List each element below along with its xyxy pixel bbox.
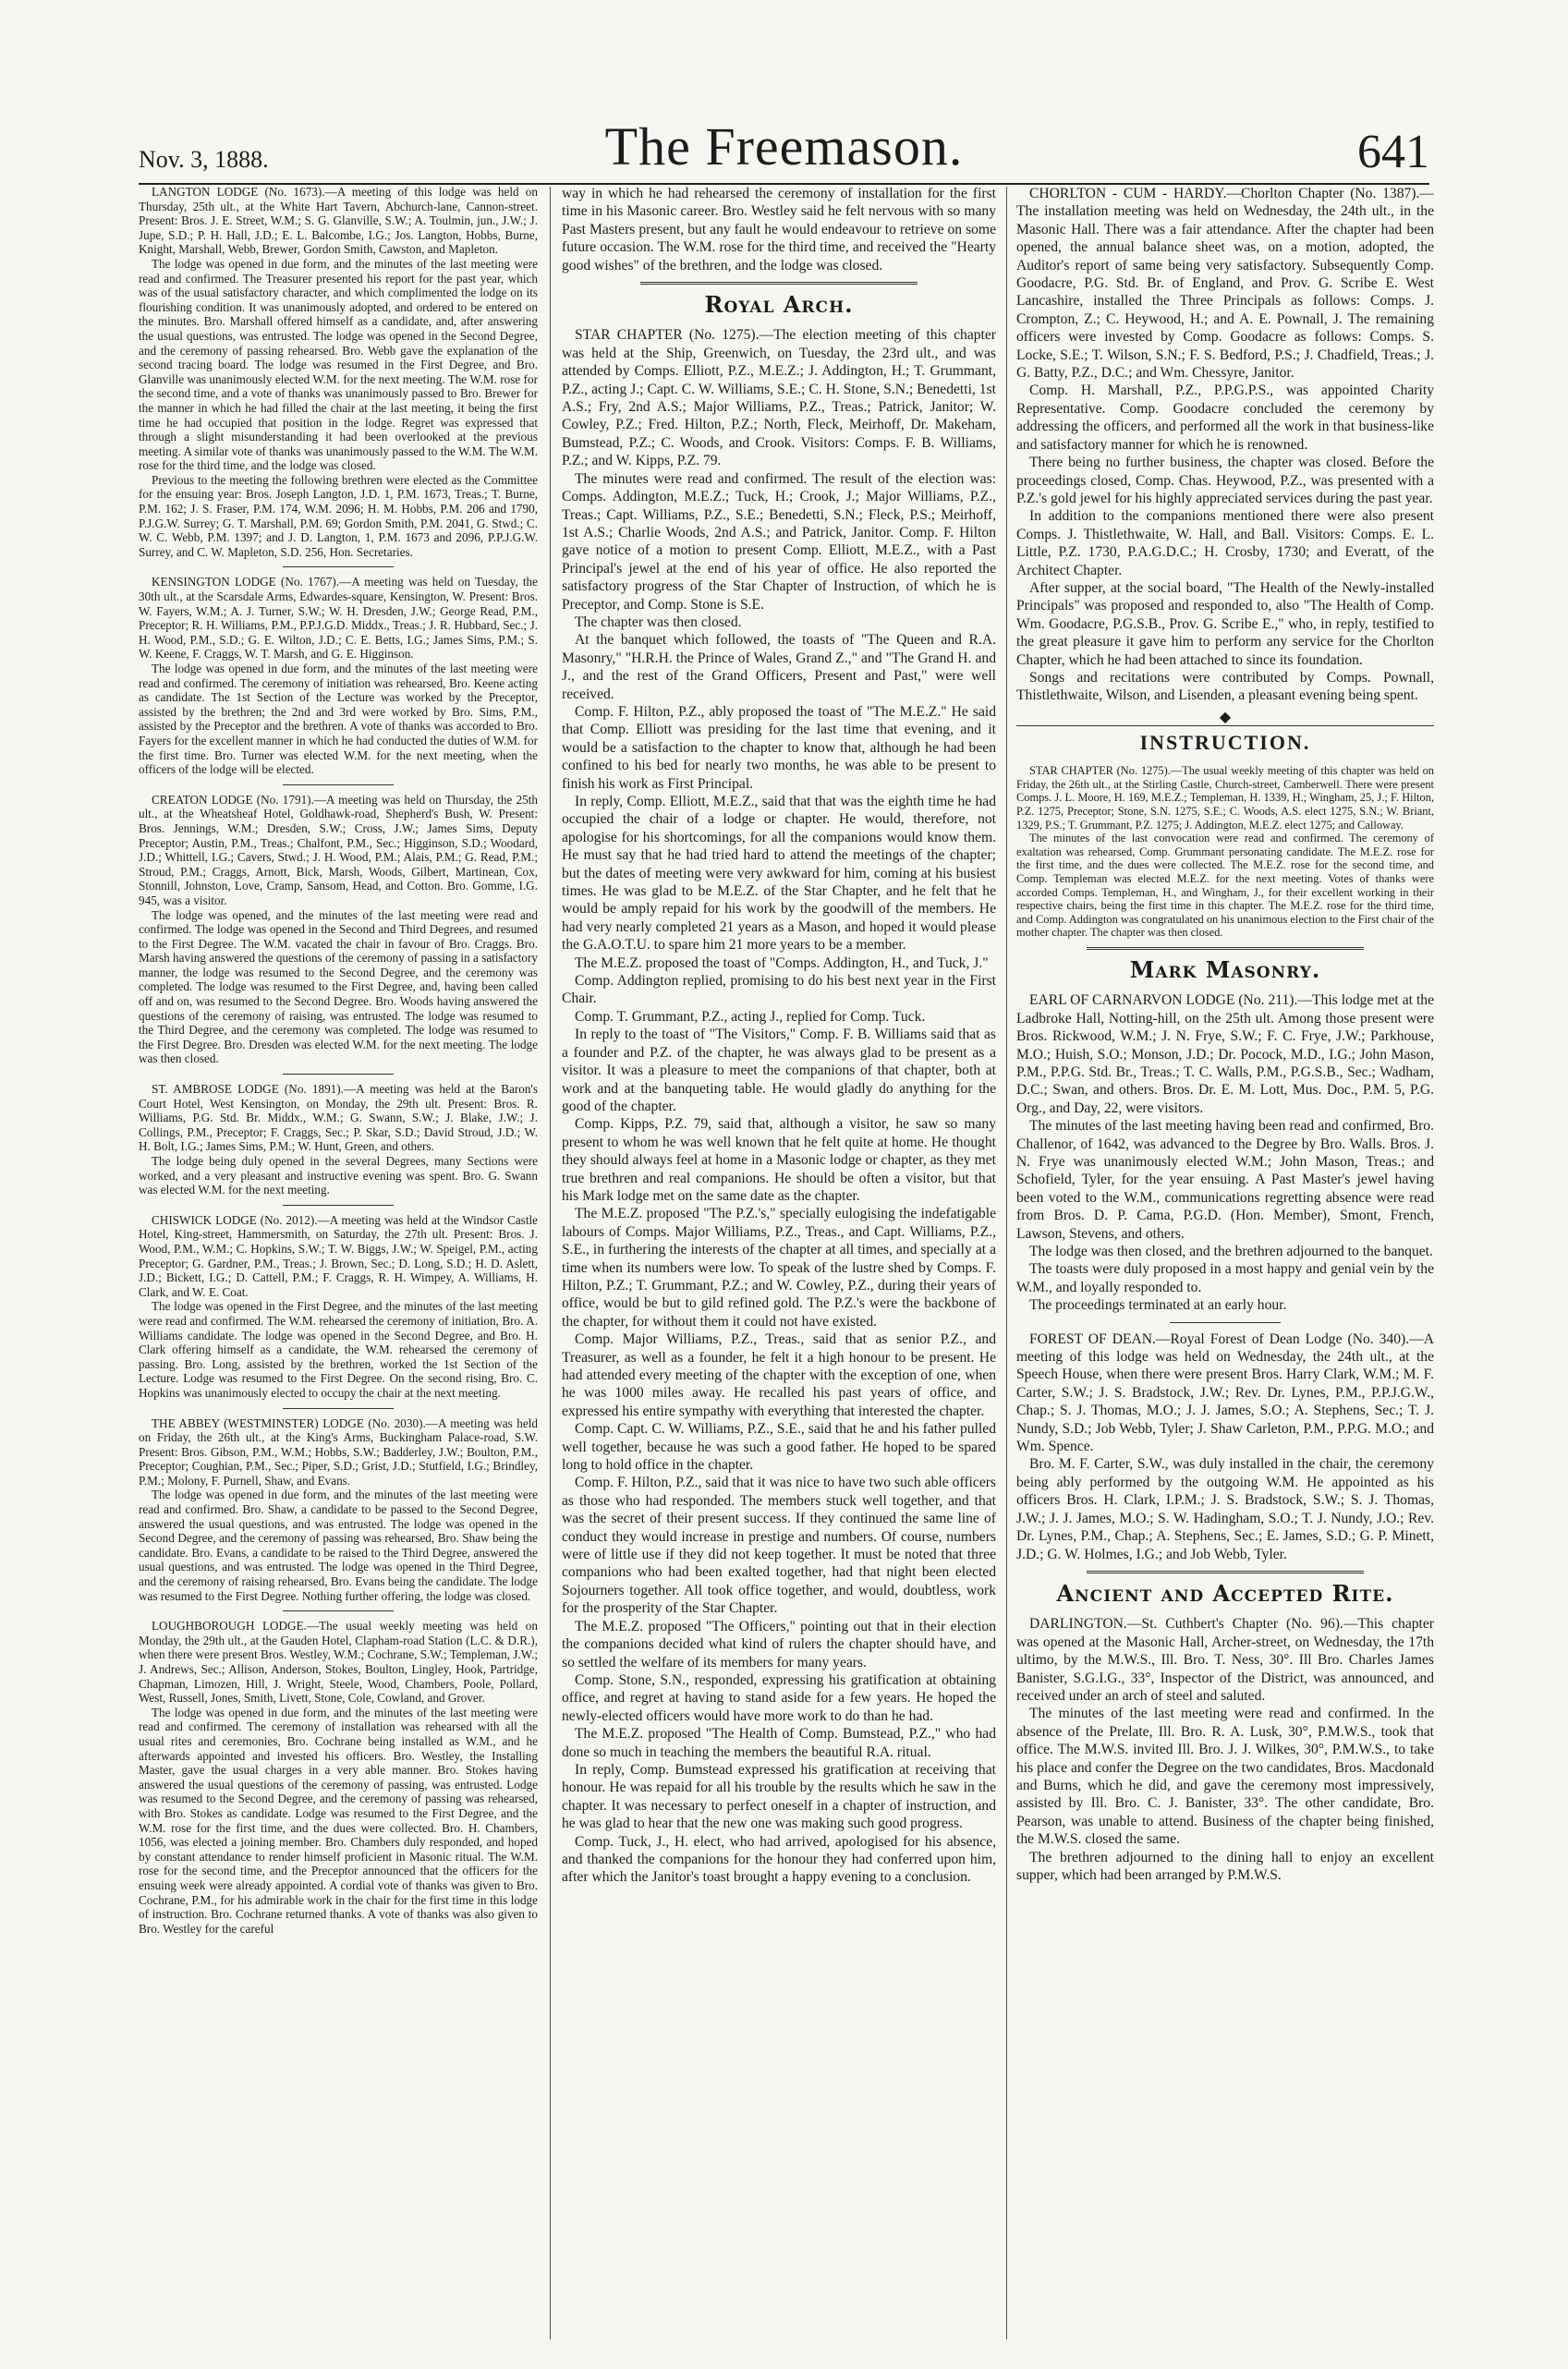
column-2 <box>562 185 996 2347</box>
section-heading-ancient-accepted-rite: Ancient and Accepted Rite. <box>1056 1579 1394 1607</box>
article-paragraph: LANGTON LODGE (No. 1673).—A meeting of this lodge was held on Thursday, 25th ult., at the White Hart Tavern, Abchurch-lane, Cannon-street. Present: Bros. J. E. Street, W.M.; S. G. Glanville, S.W.; A. Toulmin, jun., J.W.; J. Jupe, S.D.; P. H. Hall, J.D.; E. L. Balcombe, I.G.; Jos. Langton, Hobbs, Burne, Knight, Marshall, Webb, Brewer, Gordon Smith, Cawston, and Mapleton. <box>139 185 538 257</box>
article-abbey-lodge <box>139 1416 538 1604</box>
article-paragraph: The lodge was opened in the First Degree, and the minutes of the last meeting were read and confirmed. The W.M. rehearsed the ceremony of initiation, Bro. A. Williams candidate. The lodge was opened in the Second Degree, and Bro. H. Clark offering himself as a candidate, the W.M. rehearsed the ceremony of passing. Bro. Long, assisted by the brethren, worked the 1st Section of the Lecture. Lodge was resumed to the First Degree. On the second rising, Bro. C. Hopkins was unanimously elected to occupy the chair at the next meeting. <box>139 1299 538 1400</box>
article-paragraph: The lodge was opened in due form, and the minutes of the last meeting were read and confirmed. The Treasurer presented his report for the past year, which was of the usual satisfactory character, and which complimented the lodge on its flourishing condition. It was unanimously adopted, and ordered to be entered on the minutes. Bro. Marshall offered himself as a candidate, and, after answering the usual questions, was entrusted. The lodge was opened in the Second Degree, and the ceremony of passing rehearsed. Bro. Webb gave the explanation of the second tracing board. The lodge was resumed in the First Degree, and Bro. Glanville was unanimously elected W.M. for the next meeting. The W.M. rose for the second time, and a vote of thanks was unanimously passed to Bro. Brewer for the manner in which he had filled the chair at the last meeting, it being the first time he had occupied that position in the lodge. Regret was expressed that through a slight misunderstanding it had been overlooked at the previous meeting. A similar vote of thanks was unanimously passed to the W.M. The W.M. rose for the third time, and the lodge was closed. <box>139 256 538 473</box>
article-paragraph: Comp. T. Grummant, P.Z., acting J., replied for Comp. Tuck. <box>575 1008 926 1025</box>
article-paragraph: After supper, at the social board, "The Health of the Newly-installed Principals" was proposed and responded to, also "The Health of Comp. Wm. Goodacre, P.G.S.B., Prov. G. Scribe E.," who, in reply, testified to the great pleasure it gave him to perform any service for the Chorlton Chapter, which he had been attached to since its foundation. <box>1016 579 1434 668</box>
article-paragraph: Songs and recitations were contributed by Comps. Pownall, Thistlethwaite, Wilson, and Lisenden, a pleasant evening being spent. <box>1016 669 1434 704</box>
article-paragraph: The M.E.Z. proposed "The Health of Comp. Bumstead, P.Z.," who had done so much in teaching the members the beautiful R.A. ritual. <box>562 1726 996 1760</box>
double-rule <box>1087 947 1364 952</box>
section-heading-royal-arch: Royal Arch. <box>704 291 854 319</box>
article-paragraph: In reply, Comp. Bumstead expressed his gratification at receiving that honour. He was repaid for all his trouble by the results which he saw in the chapter. It was necessary to perfect oneself in a chapter of instruction, and he was glad to hear that the new one was making such good progress. <box>562 1761 996 1832</box>
article-paragraph: way in which he had rehearsed the ceremony of installation for the first time in his Masonic career. Bro. Westley said he felt nervous with so many Past Masters present, but any fault he would endeavour to retrieve on some future occasion. The W.M. rose for the third time, and received the "Hearty good wishes" of the brethren, and the lodge was closed. <box>562 186 996 273</box>
article-paragraph: CHORLTON - CUM - HARDY.—Chorlton Chapter (No. 1387).—The installation meeting was held on Wednesday, the 24th ult., in the Masonic Hall. There was a fair attendance. After the chapter had been opened, the annual balance sheet was, on a motion, adopted, the Auditor's report of same being very satisfactory. Subsequently Comp. Goodacre, P.G. Std. Br. of England, and Prov. G. Scribe E. West Lancashire, installed the Three Principals as follows: Comps. J. Crompton, Z.; C. Heywood, H.; and A. E. Pownall, J. The remaining officers were invested by Comp. Goodacre as follows: Comps. S. Locke, S.E.; T. Wilson, S.N.; F. S. Bedford, P.S.; J. Chadfield, Treas.; J. G. Batty, P.Z., D.C.; and Wm. Chessyre, Janitor. <box>1016 186 1434 382</box>
article-paragraph: The minutes were read and confirmed. The result of the election was: Comps. Addington, M.E.Z.; Tuck, H.; Crook, J.; Major Williams, P.Z., Treas.; Capt. Williams, P.Z., S.E.; Benedetti, S.N.; Fleck, P.S.; Meirhoff, 1st A.S.; Charlie Woods, 2nd A.S.; and Patrick, Janitor. Comp. F. Hilton gave notice of a motion to present Comp. Elliott, M.E.Z., with a Past Principal's jewel at the end of his year of office. He also reported the satisfactory progress of the Star Chapter of Instruction, of which he is Preceptor, and Comp. Stone is S.E. <box>562 470 996 613</box>
article-chiswick-lodge <box>139 1213 538 1401</box>
article-kensington-lodge <box>139 575 538 776</box>
article-st-cuthberts-chapter <box>1016 1615 1434 1884</box>
article-paragraph: Comp. Major Williams, P.Z., Treas., said that as senior P.Z., and Treasurer, as well as a founder, he felt it a high honour to be present. He had attended every meeting of the chapter with the exception of one, when he was 1000 miles away. He recalled his past years of office, and expressed his entire sympathy with everything that interested the chapter. <box>562 1331 996 1419</box>
article-paragraph: Comp. F. Hilton, P.Z., ably proposed the toast of "The M.E.Z." He said that Comp. Elliott was presiding for the last time that evening, and it would be a satisfaction to the chapter to know that, although he had been confined to his bed for nearly two months, he was able to be present to finish his work as First Principal. <box>562 703 996 792</box>
article-paragraph: Comp. F. Hilton, P.Z., said that it was nice to have two such able officers as those who had responded. The members stuck well together, and that was the secret of their present success. If they continued the same line of conduct they would increase in prestige and numbers. Of course, numbers were of little use if they did not keep together. It must be noted that three companions who had been exalted together, had that night been elected Sojourners together. All took office together, and would, doubtless, work for the prosperity of the Star Chapter. <box>562 1475 996 1617</box>
article-paragraph: The proceedings terminated at an early hour. <box>1029 1297 1287 1314</box>
article-chorlton-chapter <box>1016 185 1434 705</box>
issue-date: Nov. 3, 1888. <box>139 146 269 173</box>
article-loughborough-lodge <box>139 1619 538 1936</box>
article-paragraph: There being no further business, the chapter was closed. Before the proceedings closed, Comp. Chas. Heywood, P.Z., was presented with a P.Z.'s gold jewel for his highly appreciated services during the past year. <box>1016 455 1434 506</box>
article-paragraph: The toasts were duly proposed in a most happy and genial vein by the W.M., and loyally responded to. <box>1016 1261 1434 1295</box>
article-paragraph: THE ABBEY (WESTMINSTER) LODGE (No. 2030).—A meeting was held on Friday, the 26th ult., at the King's Arms, Buckingham Palace-road, S.W. Present: Bros. Gibson, P.M., W.M.; Hobbs, S.W.; Badderley, J.W.; Boulton, P.M., Preceptor; Coughian, P.M., Sec.; Piper, S.D.; Grist, J.D.; Stutfield, I.G.; Brindley, P.M.; Molony, F. Purnell, Shaw, and Evans. <box>139 1415 538 1488</box>
article-paragraph: In addition to the companions mentioned there were also present Comps. J. Thistlethwaite, W. Hall, and Ball. Visitors: Comps. E. L. Little, P.Z. 1730, P.A.G.D.C.; H. Crosby, 1730; and Everatt, of the Architect Chapter. <box>1016 508 1434 578</box>
article-paragraph: Bro. M. F. Carter, S.W., was duly installed in the chair, the ceremony being ably performed by the outgoing W.M. He appointed as his officers Bros. H. Clark, I.P.M.; J. S. Bradstock, S.W.; S. J. Thomas, J.W.; J. J. James, M.O.; S. W. Hadingham, S.O.; T. J. Nundy, J.O.; Rev. Dr. Lynes, P.M., Chap.; A. Stephens, Sec.; E. James, S.D.; G. P. Minett, J.D.; G. W. Holmes, I.G.; and Job Webb, Tyler. <box>1016 1456 1434 1562</box>
divider <box>1170 1322 1281 1323</box>
article-paragraph: The minutes of the last meeting were read and confirmed. In the absence of the Prelate, Ill. Bro. R. A. Lusk, 30°, P.M.W.S., took that office. The M.W.S. invited Ill. Bro. J. J. Wilkes, 30°, P.M.W.S., to take his place and confer the Degree on the two candidates, Bros. Macdonald and Burns, which he did, and gave the ceremony most impressively, assisted by Ill. Bro. C. J. Banister, 33°. The other candidate, Bro. Pearson, was unable to attend. Business of the chapter being finished, the M.W.S. closed the same. <box>1016 1706 1434 1848</box>
article-paragraph: The minutes of the last meeting having been read and confirmed, Bro. Challenor, of 1642, was advanced to the Degree by Bro. Walls. Bros. J. N. Frye was unanimously elected W.M.; John Mason, Treas.; and Schofield, Tyler, for the year ensuing. A Past Master's jewel having been voted to the W.M., communications regretting absence were read from Bros. D. P. Cama, P.G.D. (Hon. Member), Smont, French, Lawson, Stevens, and others. <box>1016 1118 1434 1242</box>
article-paragraph: The chapter was then closed. <box>575 614 742 630</box>
divider <box>283 1074 394 1075</box>
article-paragraph: CHISWICK LODGE (No. 2012).—A meeting was held at the Windsor Castle Hotel, King-street, Hammersmith, on Saturday, the 27th ult. Present: Bros. J. Wood, P.M., W.M.; C. Hopkins, S.W.; T. W. Biggs, J.W.; W. Speigel, P.M., acting Preceptor; G. Gardner, P.M., Treas.; J. Brown, Sec.; D. Long, S.D.; H. D. Aslett, J.D.; Bickett, I.G.; D. Cattell, P.M.; F. Craggs, R. H. Wimpey, A. Williams, H. Clark, and W. E. Coat. <box>139 1212 538 1299</box>
divider <box>283 1408 394 1409</box>
article-paragraph: The M.E.Z. proposed "The P.Z.'s," specially eulogising the indefatigable labours of Comps. Major Williams, P.Z., Treas., and Capt. Williams, P.Z., S.E., in furthering the interests of the chapter at all times, and specially at a time when its numbers were low. To speak of the lustre shed by Comps. F. Hilton, P.Z.; T. Grummant, P.Z.; and W. Cowley, P.Z., during their years of office, would be but to gild refined gold. The P.Z.'s were the backbone of the chapter, for without them it could not have existed. <box>562 1206 996 1330</box>
article-paragraph: LOUGHBOROUGH LODGE.—The usual weekly meeting was held on Monday, the 29th ult., at the Gauden Hotel, Clapham-road Station (L.C. & D.R.), when there were present Bros. Westley, W.M.; Cochrane, S.W.; Templeman, J.W.; J. Andrews, Sec.; Allison, Anderson, Stokes, Boulton, Lingley, Hook, Partridge, Chapman, Limozen, Hill, J. Wright, Steele, Wood, Chambers, Poole, Pollard, West, Russell, Jones, Smith, Livett, Stone, Cole, Cowland, and Grover. <box>139 1619 538 1706</box>
masthead <box>139 109 1429 185</box>
divider <box>283 1610 394 1611</box>
article-paragraph: CREATON LODGE (No. 1791).—A meeting was held on Thursday, the 25th ult., at the Wheatsheaf Hotel, Goldhawk-road, Shepherd's Bush, W. Present: Bros. Jennings, W.M.; Dresden, S.W.; Cross, J.W.; James Sims, Deputy Preceptor; Austin, P.M., Treas.; Chalfont, P.M., Sec.; Higginson, S.D.; Woodard, J.D.; Whittell, I.G.; Cavers, Stwd.; J. H. Wood, P.M.; Alais, P.M.; G. Read, P.M.; Stroud, P.M.; Craggs, Arnott, Bick, Marsh, Woods, Gilbert, Martinean, Cox, Stonnill, Johnston, Love, Cramp, Sansom, Head, and Cotton. Bro. Gomme, I.G. 945, was a visitor. <box>139 792 538 907</box>
divider <box>1016 725 1434 726</box>
article-paragraph: The lodge being duly opened in the several Degrees, many Sections were worked, and a very pleasant and instructive evening was spent. Bro. G. Swann was elected W.M. for the next meeting. <box>139 1154 538 1197</box>
divider <box>283 566 394 567</box>
article-paragraph: STAR CHAPTER (No. 1275).—The election meeting of this chapter was held at the Ship, Greenwich, on Tuesday, the 23rd ult., and was attended by Comps. Elliott, P.Z., M.E.Z.; J. Addington, H.; T. Grummant, P.Z., acting J.; Capt. C. W. Williams, S.E.; C. H. Stone, S.N.; Benedetti, 1st A.S.; Fry, 2nd A.S.; Major Williams, P.Z., Treas.; Patrick, Janitor; W. Cowley, P.Z.; Fred. Hilton, P.Z.; North, Fleck, Meirhoff, Dr. Makeham, Bumstead, P.Z.; C. Woods, and Crook. Visitors: Comps. F. B. Williams, P.Z.; and W. Kipps, P.Z. 79. <box>562 327 996 469</box>
article-creaton-lodge <box>139 793 538 1066</box>
article-paragraph: DARLINGTON.—St. Cuthbert's Chapter (No. 96).—This chapter was opened at the Masonic Hall, Archer-street, on Wednesday, the 17th ultimo, by the M.W.S., Ill. Bro. T. Ness, 30°. Ill Bro. Charles James Banister, S.G.I.G., 33°, Inspector of the District, was announced, and received under an arch of steel and saluted. <box>1016 1616 1434 1704</box>
article-paragraph: The lodge was opened in due form, and the minutes of the last meeting were read and confirmed. The ceremony of installation was rehearsed with all the usual rites and ceremonies, Bro. Cochrane being installed as W.M., and he afterwards appointed and invested his officers. Bro. Westley, the Installing Master, gave the usual charges in a very able manner. Bro. Stokes having answered the usual questions of the ceremony of passing, was entrusted. Lodge was resumed to the Second Degree, and the ceremony of passing was rehearsed, with Bro. Stokes as candidate. Lodge was resumed to the First Degree, and the W.M. rose for the first time, and the dues were collected. Bro. H. Chambers, 1056, was elected a joining member. Bro. Chambers duly responded, and hoped by constant attendance to render himself proficient in Masonic ritual. The W.M. rose for the second time, and the Preceptor announced that the officers for the ensuing week were already appointed. A cordial vote of thanks was given to Bro. Cochrane, P.M., for his admirable work in the chair for the first time in this lodge of instruction. Bro. Cochrane returned thanks. A vote of thanks was also given to Bro. Westley for the careful <box>139 1705 538 1936</box>
article-paragraph: The lodge was opened, and the minutes of the last meeting were read and confirmed. The lodge was opened in the Second and Third Degrees, and resumed to the First Degree. The W.M. vacated the chair in favour of Bro. Craggs. Bro. Marsh having answered the questions of the ceremony of passing in a satisfactory manner, the lodge was resumed to the Second Degree, and the ceremony was completed. The lodge was resumed to the First Degree, and, having been called off and on, was resumed to the Second Degree. Bro. Woods having answered the questions of the ceremony of raising, was entrusted. The lodge was resumed to the Third Degree, and the ceremony was completed. The lodge was resumed to the First Degree. Bro. Dresden was elected W.M. for the next meeting. The lodge was then closed. <box>139 907 538 1066</box>
double-rule <box>1087 1571 1364 1575</box>
article-paragraph: The lodge was opened in due form, and the minutes of the last meeting were read and confirmed. The ceremony of initiation was rehearsed, Bro. Keene acting as candidate. The 1st Section of the Lecture was worked by the Preceptor, assisted by the brethren; the 2nd and 3rd were worked by Bro. Sims, P.M., assisted by the Preceptor and the brethren. A vote of thanks was accorded to Bro. Fayers for the excellent manner in which he had conducted the duties of W.M. for the first time. Bro. Turner was elected W.M. for the next meeting, when the officers of the lodge will be elected. <box>139 662 538 777</box>
section-heading-instruction: INSTRUCTION. <box>1139 730 1311 754</box>
article-st-ambrose-lodge <box>139 1082 538 1197</box>
column-1 <box>139 185 538 2347</box>
article-paragraph: The M.E.Z. proposed "The Officers," pointing out that in their election the companions decided what kind of rulers the chapter should have, and so settled the welfare of its members for many years. <box>562 1618 996 1670</box>
article-paragraph: ST. AMBROSE LODGE (No. 1891).—A meeting was held at the Baron's Court Hotel, West Kensington, on Monday, the 29th ult. Present: Bros. R. Williams, P.G. Std. Br. Middx., W.M.; G. Swann, S.W.; J. Blake, J.W.; J. Collings, P.M., Preceptor; F. Craggs, Sec.; P. Skar, S.D.; David Stroud, J.D.; W. H. Bolt, I.G.; James Sims, P.M.; W. Hunt, Green, and others. <box>139 1082 538 1154</box>
divider <box>283 1205 394 1206</box>
article-forest-of-dean-lodge <box>1016 1330 1434 1563</box>
article-paragraph: STAR CHAPTER (No. 1275).—The usual weekly meeting of this chapter was held on Friday, the 26th ult., at the Stirling Castle, Church-street, Camberwell. There were present Comps. J. L. Moore, H. 169, M.E.Z.; Templeman, H. 1339, H.; Wingham, 25, J.; F. Hilton, P.Z. 1275, Preceptor; Stone, S.N. 1275, S.E.; C. Woods, A.S. elect 1275, S.N.; W. Briant, 1329, P.S.; T. Grummant, P.Z. 1275; J. Addington, M.E.Z. elect 1275; and Calloway. <box>1016 764 1434 832</box>
article-paragraph: The brethren adjourned to the dining hall to enjoy an excellent supper, which had been arranged by P.M.W.S. <box>1016 1849 1434 1883</box>
ornament-icon: ◆ <box>1219 709 1232 725</box>
article-paragraph: FOREST OF DEAN.—Royal Forest of Dean Lodge (No. 340).—A meeting of this lodge was held on Wednesday, the 24th ult., at the Speech House, when there were present Bros. Harry Clark, W.M.; M. F. Carter, S.W.; J. S. Bradstock, J.W.; Rev. Dr. Lynes, P.M., P.P.J.G.W., Chap.; S. J. Thomas, M.O.; J. J. James, S.O.; A. Stephens, Sec.; T. J. Nundy, S.D.; Job Webb, Tyler; J. Shaw Carleton, P.M., P.P.G. M.O.; and Wm. Spence. <box>1016 1330 1434 1455</box>
article-paragraph: Comp. Capt. C. W. Williams, P.Z., S.E., said that he and his father pulled well together, because he was such a good father. He hoped to be spared long to hold office in the chapter. <box>562 1421 996 1474</box>
article-paragraph: Previous to the meeting the following brethren were elected as the Committee for the ensuing year: Bros. Joseph Langton, J.D. 1, P.M. 1673, Treas.; T. Burne, P.M. 162; J. S. Fraser, P.M. 174, W.M. 2096; H. M. Hobbs, P.M. 206 and 1790, P.J.G.W. Surrey; G. T. Marshall, P.M. 69; Gordon Smith, P.M. 2041, G. Stwd.; C. W. C. Webb, P.M. 1397; and J. D. Langton, 1, P.M. 1673 and 2096, P.P.J.G.W. Surrey, and C. W. Mapleton, S.D. 256, Hon. Secretaries. <box>139 472 538 559</box>
article-paragraph: Comp. Addington replied, promising to do his best next year in the First Chair. <box>562 973 996 1007</box>
article-paragraph: The M.E.Z. proposed the toast of "Comps. Addington, H., and Tuck, J." <box>575 954 989 971</box>
article-star-chapter-instruction <box>1016 764 1434 940</box>
article-paragraph: Comp. Tuck, J., H. elect, who had arrived, apologised for his absence, and thanked the companions for the honour they had conferred upon him, after which the Janitor's toast brought a happy evening to a conclusion. <box>562 1833 996 1886</box>
article-paragraph: KENSINGTON LODGE (No. 1767).—A meeting was held on Tuesday, the 30th ult., at the Scarsdale Arms, Edwardes-square, Kensington, W. Present: Bros. W. Fayers, W.M.; A. J. Turner, S.W.; W. H. Dresden, J.W.; George Read, P.M., Preceptor; R. H. Williams, P.M., P.P.J.G.D. Middx., Treas.; J. R. Hubbard, Sec.; J. H. Wood, P.M., S.D.; G. E. Wilton, J.D.; C. E. Betts, I.G.; James Sims, P.M.; S. W. Keene, F. Craggs, W. T. Marsh, and G. E. Higginson. <box>139 575 538 662</box>
divider <box>283 784 394 785</box>
article-paragraph: The lodge was then closed, and the brethren adjourned to the banquet. <box>1029 1244 1433 1259</box>
article-langton-lodge <box>139 185 538 559</box>
article-paragraph: The lodge was opened in due form, and the minutes of the last meeting were read and confirmed. Bro. Shaw, a candidate to be passed to the Second Degree, answered the usual questions, and was entrusted. The lodge was opened in the Second Degree, and the ceremony of passing was rehearsed, Bro. Shaw being the candidate. Bro. Evans, a candidate to be raised to the Third Degree, answered the usual questions, and was entrusted. The lodge was opened in the Third Degree, and the ceremony of raising rehearsed, Bro. Evans being the candidate. The lodge was resumed to the First Degree. Nothing further offering, the lodge was closed. <box>139 1488 538 1603</box>
article-paragraph: Comp. H. Marshall, P.Z., P.P.G.P.S., was appointed Charity Representative. Comp. Goodacre concluded the ceremony by addressing the officers, and performed all the work in that business-like and satisfactory manner for which he is renowned. <box>1016 383 1434 453</box>
article-star-chapter <box>562 326 996 1886</box>
article-paragraph: The minutes of the last convocation were read and confirmed. The ceremony of exaltation was rehearsed, Comp. Grummant personating candidate. The M.E.Z. rose for the first time, and the dues were collected. The M.E.Z. rose for the second time, and Comp. Templeman was elected M.E.Z. for the next meeting. Votes of thanks were accorded Comps. Templeman, H., and Wingham, J., for their excellent working in their respective chairs, being the first time in this chapter. The M.E.Z. rose for the third time, and Comp. Addington was congratulated on his unanimous election to the First chair of the mother chapter. The chapter was then closed. <box>1016 832 1434 940</box>
article-paragraph: In reply to the toast of "The Visitors," Comp. F. B. Williams said that as a founder and P.Z. of the chapter, he was always glad to be present as a visitor. It was a pleasure to meet the companions of that chapter, both at work and at the banqueting table. He would gladly do anything for the good of the chapter. <box>562 1027 996 1114</box>
page-number: 641 <box>1357 126 1429 178</box>
column-rule-1 <box>550 187 551 2339</box>
article-paragraph: EARL OF CARNARVON LODGE (No. 211).—This lodge met at the Ladbroke Hall, Notting-hill, on the 25th ult. Among those present were Bros. Rickwood, W.M.; J. N. Frye, S.W.; F. C. Frye, J.W.; Parkhouse, M.O.; Huish, S.O.; Monson, J.D.; Dr. Pocock, M.D., I.G.; John Mason, P.M., P.P.G. Std. Br., Treas.; T. C. Walls, P.M., P.G.S.B., Sec.; Wadham, D.C.; Swan, and others. Bros. Dr. E. M. Lott, Mus. Doc., P.M. 5, P.G. Org., and Day, 22, were visitors. <box>1016 992 1434 1116</box>
section-heading-mark-masonry: Mark Masonry. <box>1129 955 1321 983</box>
article-paragraph: In reply, Comp. Elliott, M.E.Z., said that that was the eighth time he had occupied the chair of a lodge or chapter. He would, therefore, not apologise for his shortcomings, for all the companions would know them. He must say that he had tried hard to attend the meetings of the chapter; but the dates of meeting were very awkward for him, coming at his busiest times. He was glad to be M.E.Z. of the Star Chapter, and he felt that he would be amply repaid for his work by the goodwill of the members. He had very nearly completed 21 years as a Mason, and hoped it would please the G.A.O.T.U. to spare him 21 more years to be a member. <box>562 794 996 954</box>
column-3 <box>1016 185 1434 2347</box>
double-rule <box>640 282 918 286</box>
article-earl-of-carnarvon-lodge <box>1016 991 1434 1314</box>
article-paragraph: Comp. Stone, S.N., responded, expressing his gratification at obtaining office, and regret at having to stand aside for a few years. He hoped the newly-elected officers would have more work to do than he had. <box>562 1671 996 1724</box>
newspaper-title: The Freemason. <box>604 116 964 176</box>
article-paragraph: Comp. Kipps, P.Z. 79, said that, although a visitor, he saw so many present to whom he was well known that he felt quite at home. He thought they should always feel at home in a Masonic lodge or chapter, as they met true brethren and real companions. He should be often a visitor, but that his Mark lodge met on the same date as the chapter. <box>562 1116 996 1204</box>
column-rule-2 <box>1006 187 1007 2339</box>
article-loughborough-continued <box>562 185 996 274</box>
article-paragraph: At the banquet which followed, the toasts of "The Queen and R.A. Masonry," "H.R.H. the Prince of Wales, Grand Z.," and "The Grand H. and J., and the rest of the Grand Officers, Present and Past," were well received. <box>562 632 996 702</box>
